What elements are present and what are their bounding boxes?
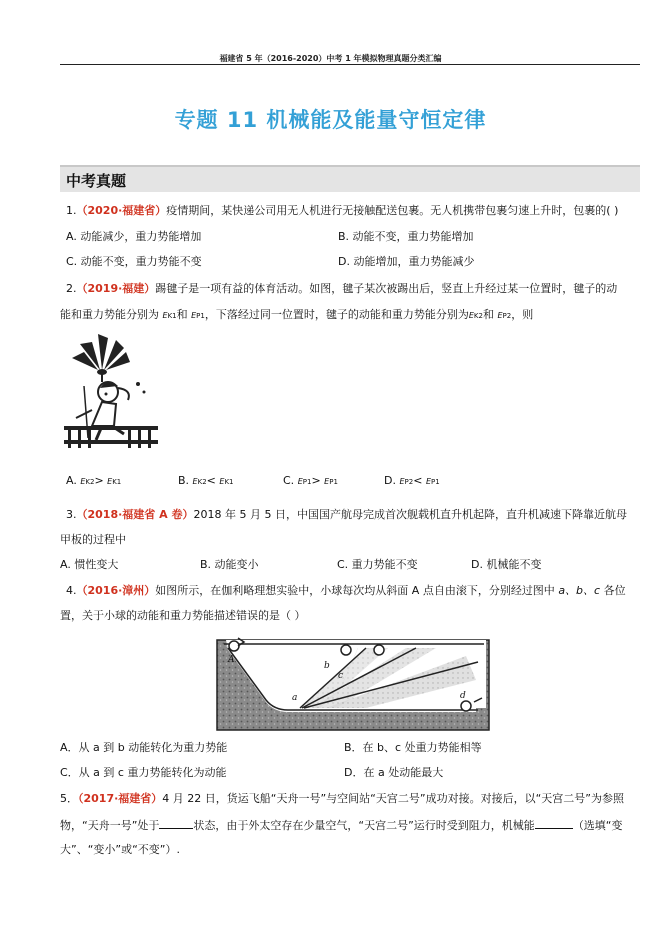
q5-text-2a: 物，“天舟一号”处于 [60, 819, 160, 832]
q3-text-1: 2018 年 5 月 5 日，中国国产航母完成首次舰载机直升机起降，直升机减速下降靠近航母 [193, 508, 627, 521]
q1-text: 疫情期间，某快递公司用无人机进行无接触配送包裹。无人机携带包裹匀速上升时，包裹的( ) [166, 204, 619, 217]
section-title: 中考真题 [66, 172, 127, 190]
q2-ep1: E [191, 311, 197, 320]
q2-opt-b-e1: E [192, 477, 198, 486]
q2-option-b [178, 474, 233, 489]
fig-label-A: A [228, 655, 235, 665]
q4-source-tag: （2016·漳州） [76, 584, 156, 597]
q2-opt-c-e2: E [324, 477, 330, 486]
q2-opt-a-s2: K1 [112, 478, 122, 486]
fig-label-c: c [338, 671, 344, 681]
q5-text-2b: 状态，由于外太空存在少量空气，“天宫二号”运行时受到阻力，机械能 [193, 819, 535, 832]
q4-option-d: D．在 a 处动能最大 [344, 766, 444, 779]
q1-option-b: B. 动能不变，重力势能增加 [338, 230, 474, 243]
q1-stem [66, 204, 618, 218]
q2-opt-b-s2: K1 [224, 478, 234, 486]
q2-option-c [283, 474, 338, 489]
fig-label-b: b [324, 661, 330, 671]
q3-option-b: B. 动能变小 [200, 558, 259, 571]
q2-opt-b-s1: K2 [197, 478, 207, 486]
q5-source-tag: （2017·福建省） [78, 792, 163, 805]
q4-vars: a、b、c [558, 584, 601, 597]
q2-opt-b-op: < [206, 474, 220, 487]
q2-opt-d-e2: E [425, 477, 431, 486]
q2-option-d [384, 474, 440, 489]
q5-blank-1[interactable] [159, 818, 193, 829]
q2-opt-a-e1: E [80, 477, 86, 486]
q2-and1: 和 [176, 308, 188, 321]
q4-text-1b: 各位 [600, 584, 626, 597]
q2-opt-c-s1: P1 [302, 478, 312, 486]
q2-opt-a-s1: K2 [85, 478, 95, 486]
q2-number: 2. [66, 282, 77, 295]
q5-text-2c: （选填“变 [572, 819, 623, 832]
q2-opt-c-letter: C. [283, 474, 295, 487]
q2-text-2c: ，则 [511, 308, 534, 321]
q2-text-2b: ，下落经过同一位置时，毽子的动能和重力势能分别为 [204, 308, 469, 321]
q3-option-d: D. 机械能不变 [471, 558, 542, 571]
q3-number: 3. [66, 508, 77, 521]
q3-option-a: A. 惯性变大 [60, 558, 119, 571]
q2-ep2: E [497, 311, 503, 320]
fig-label-a: a [292, 693, 298, 703]
q2-ek2-sub: K2 [473, 312, 483, 320]
q2-text-2a: 能和重力势能分别为 [60, 308, 159, 321]
q5-text-1: 4 月 22 日，货运飞船“天舟一号”与空间站“天宫二号”成功对接。对接后，以“天宫二号”为参照 [162, 792, 624, 805]
q3-option-c: C. 重力势能不变 [337, 558, 418, 571]
q5-blank-2[interactable] [535, 818, 573, 829]
q2-source-tag: （2019·福建） [76, 282, 156, 295]
q5-stem-line3: 大”、“变小”或“不变”）. [60, 843, 180, 856]
q4-number: 4. [66, 584, 77, 597]
q2-opt-d-op: < [413, 474, 426, 487]
q5-stem-line1 [60, 792, 624, 806]
q5-stem-line2 [60, 818, 623, 833]
q1-number: 1. [66, 204, 77, 217]
q2-opt-c-op: > [311, 474, 325, 487]
q1-option-c: C. 动能不变，重力势能不变 [66, 255, 202, 268]
q4-option-b: B．在 b、c 处重力势能相等 [344, 741, 482, 754]
q2-opt-d-s2: P1 [431, 478, 440, 486]
incline-experiment-figure [216, 636, 490, 732]
page-header: 福建省 5 年（2016-2020）中考 1 年模拟物理真题分类汇编 [219, 54, 442, 63]
q2-opt-c-e1: E [297, 477, 303, 486]
q2-opt-c-s2: P1 [329, 478, 338, 486]
q4-text-1a: 如图所示，在伽利略理想实验中，小球每次均从斜面 A 点自由滚下，分别经过图中 [155, 584, 559, 597]
q2-ek1: E [162, 311, 168, 320]
q2-opt-b-e2: E [219, 477, 225, 486]
q1-option-a: A. 动能减少，重力势能增加 [66, 230, 202, 243]
shuttlecock-kick-figure [62, 330, 162, 460]
q1-option-d: D. 动能增加，重力势能减少 [338, 255, 475, 268]
q5-number: 5． [60, 792, 78, 805]
q4-stem-line2: 置，关于小球的动能和重力势能描述错误的是（ ） [60, 609, 306, 622]
q2-stem-line2 [60, 308, 533, 323]
q3-stem-line2: 甲板的过程中 [60, 533, 126, 546]
q2-ep1-sub: P1 [196, 312, 205, 320]
q2-option-a [66, 474, 121, 489]
q2-opt-a-op: > [94, 474, 108, 487]
q2-opt-d-letter: D. [384, 474, 396, 487]
q2-ek2: E [468, 311, 474, 320]
q2-text-1: 踢毽子是一项有益的体育活动。如图，毽子某次被踢出后，竖直上升经过某一位置时，毽子的动 [155, 282, 618, 295]
q2-opt-a-e2: E [107, 477, 113, 486]
q2-opt-d-e1: E [399, 477, 405, 486]
header-rule [60, 64, 640, 65]
q2-and2: 和 [482, 308, 494, 321]
q4-option-c: C．从 a 到 c 重力势能转化为动能 [60, 766, 227, 779]
page-title: 专题 11 机械能及能量守恒定律 [174, 108, 487, 132]
q3-stem-line1 [66, 508, 627, 522]
q3-source-tag: （2018·福建省 A 卷） [76, 508, 194, 521]
q4-option-a: A．从 a 到 b 动能转化为重力势能 [60, 741, 228, 754]
q2-stem-line1 [66, 282, 617, 296]
q4-stem-line1 [66, 584, 626, 598]
q2-opt-a-letter: A. [66, 474, 77, 487]
q2-ek1-sub: K1 [167, 312, 177, 320]
q2-ep2-sub: P2 [502, 312, 512, 320]
q2-opt-d-s1: P2 [404, 478, 414, 486]
fig-label-d: d [460, 691, 466, 701]
q1-source-tag: （2020·福建省） [76, 204, 167, 217]
section-banner [60, 165, 640, 192]
q2-opt-b-letter: B. [178, 474, 190, 487]
